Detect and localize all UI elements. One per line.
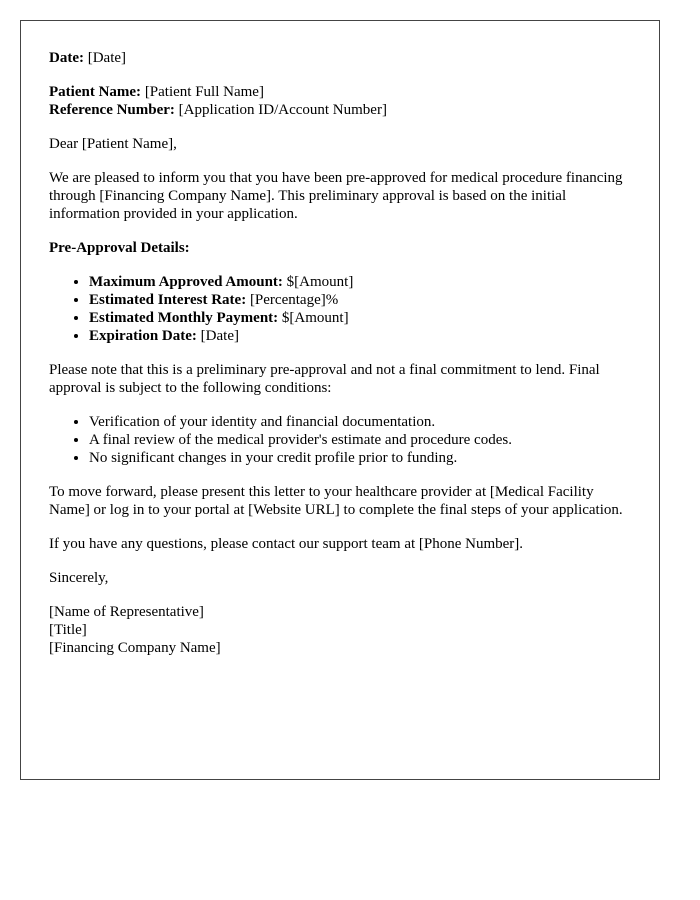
condition-item: • A final review of the medical provider's estimate and procedure codes.: [89, 431, 631, 449]
details-item-value: $[Amount]: [286, 274, 354, 290]
details-item-label: Estimated Monthly Payment:: [89, 310, 279, 326]
details-item: [89, 309, 631, 327]
signature-block: [49, 603, 631, 657]
details-item-value: $[Amount]: [281, 310, 349, 326]
condition-item: • No significant changes in your credit profile prior to funding.: [89, 449, 631, 467]
letter-page: [20, 20, 660, 780]
patient-name-line: [49, 83, 631, 101]
details-item-label: Expiration Date:: [89, 328, 197, 344]
date-line: [49, 49, 631, 67]
details-item-value: [Percentage]%: [249, 292, 339, 308]
details-list: [49, 273, 631, 345]
conditions-intro: Please note that this is a preliminary pre-approval and not a final commitment to lend. Final approval is subject to the following conditions:: [49, 362, 600, 396]
patient-info: [49, 83, 631, 119]
signature-name: [Name of Representative]: [49, 604, 204, 620]
details-heading: Pre-Approval Details:: [49, 240, 190, 256]
date-value: [Date]: [87, 50, 127, 66]
signature-title: [Title]: [49, 622, 87, 638]
patient-name-label: Patient Name:: [49, 84, 142, 100]
salutation: Dear [Patient Name],: [49, 136, 177, 152]
reference-number-value: [Application ID/Account Number]: [178, 102, 387, 118]
signature-company: [Financing Company Name]: [49, 640, 221, 656]
details-item-label: Maximum Approved Amount:: [89, 274, 283, 290]
details-item-value: [Date]: [200, 328, 239, 344]
contact-paragraph: If you have any questions, please contact our support team at [Phone Number].: [49, 536, 524, 552]
details-item: [89, 327, 631, 345]
patient-name-value: [Patient Full Name]: [144, 84, 264, 100]
details-item: [89, 273, 631, 291]
intro-paragraph: We are pleased to inform you that you have been pre-approved for medical procedure financing through [Financing Company Name]. This preliminary approval is based on the initial information provided in your application.: [49, 170, 623, 222]
details-item: [89, 291, 631, 309]
next-steps-paragraph: To move forward, please present this letter to your healthcare provider at [Medical Facility Name] or log in to your portal at [Website URL] to complete the final steps of your application.: [49, 484, 623, 518]
reference-number-label: Reference Number:: [49, 102, 175, 118]
details-item-label: Estimated Interest Rate:: [89, 292, 247, 308]
date-label: Date:: [49, 50, 84, 66]
reference-number-line: [49, 101, 631, 119]
conditions-list: [49, 413, 631, 467]
condition-item: • Verification of your identity and financial documentation.: [89, 413, 631, 431]
closing: Sincerely,: [49, 570, 109, 586]
